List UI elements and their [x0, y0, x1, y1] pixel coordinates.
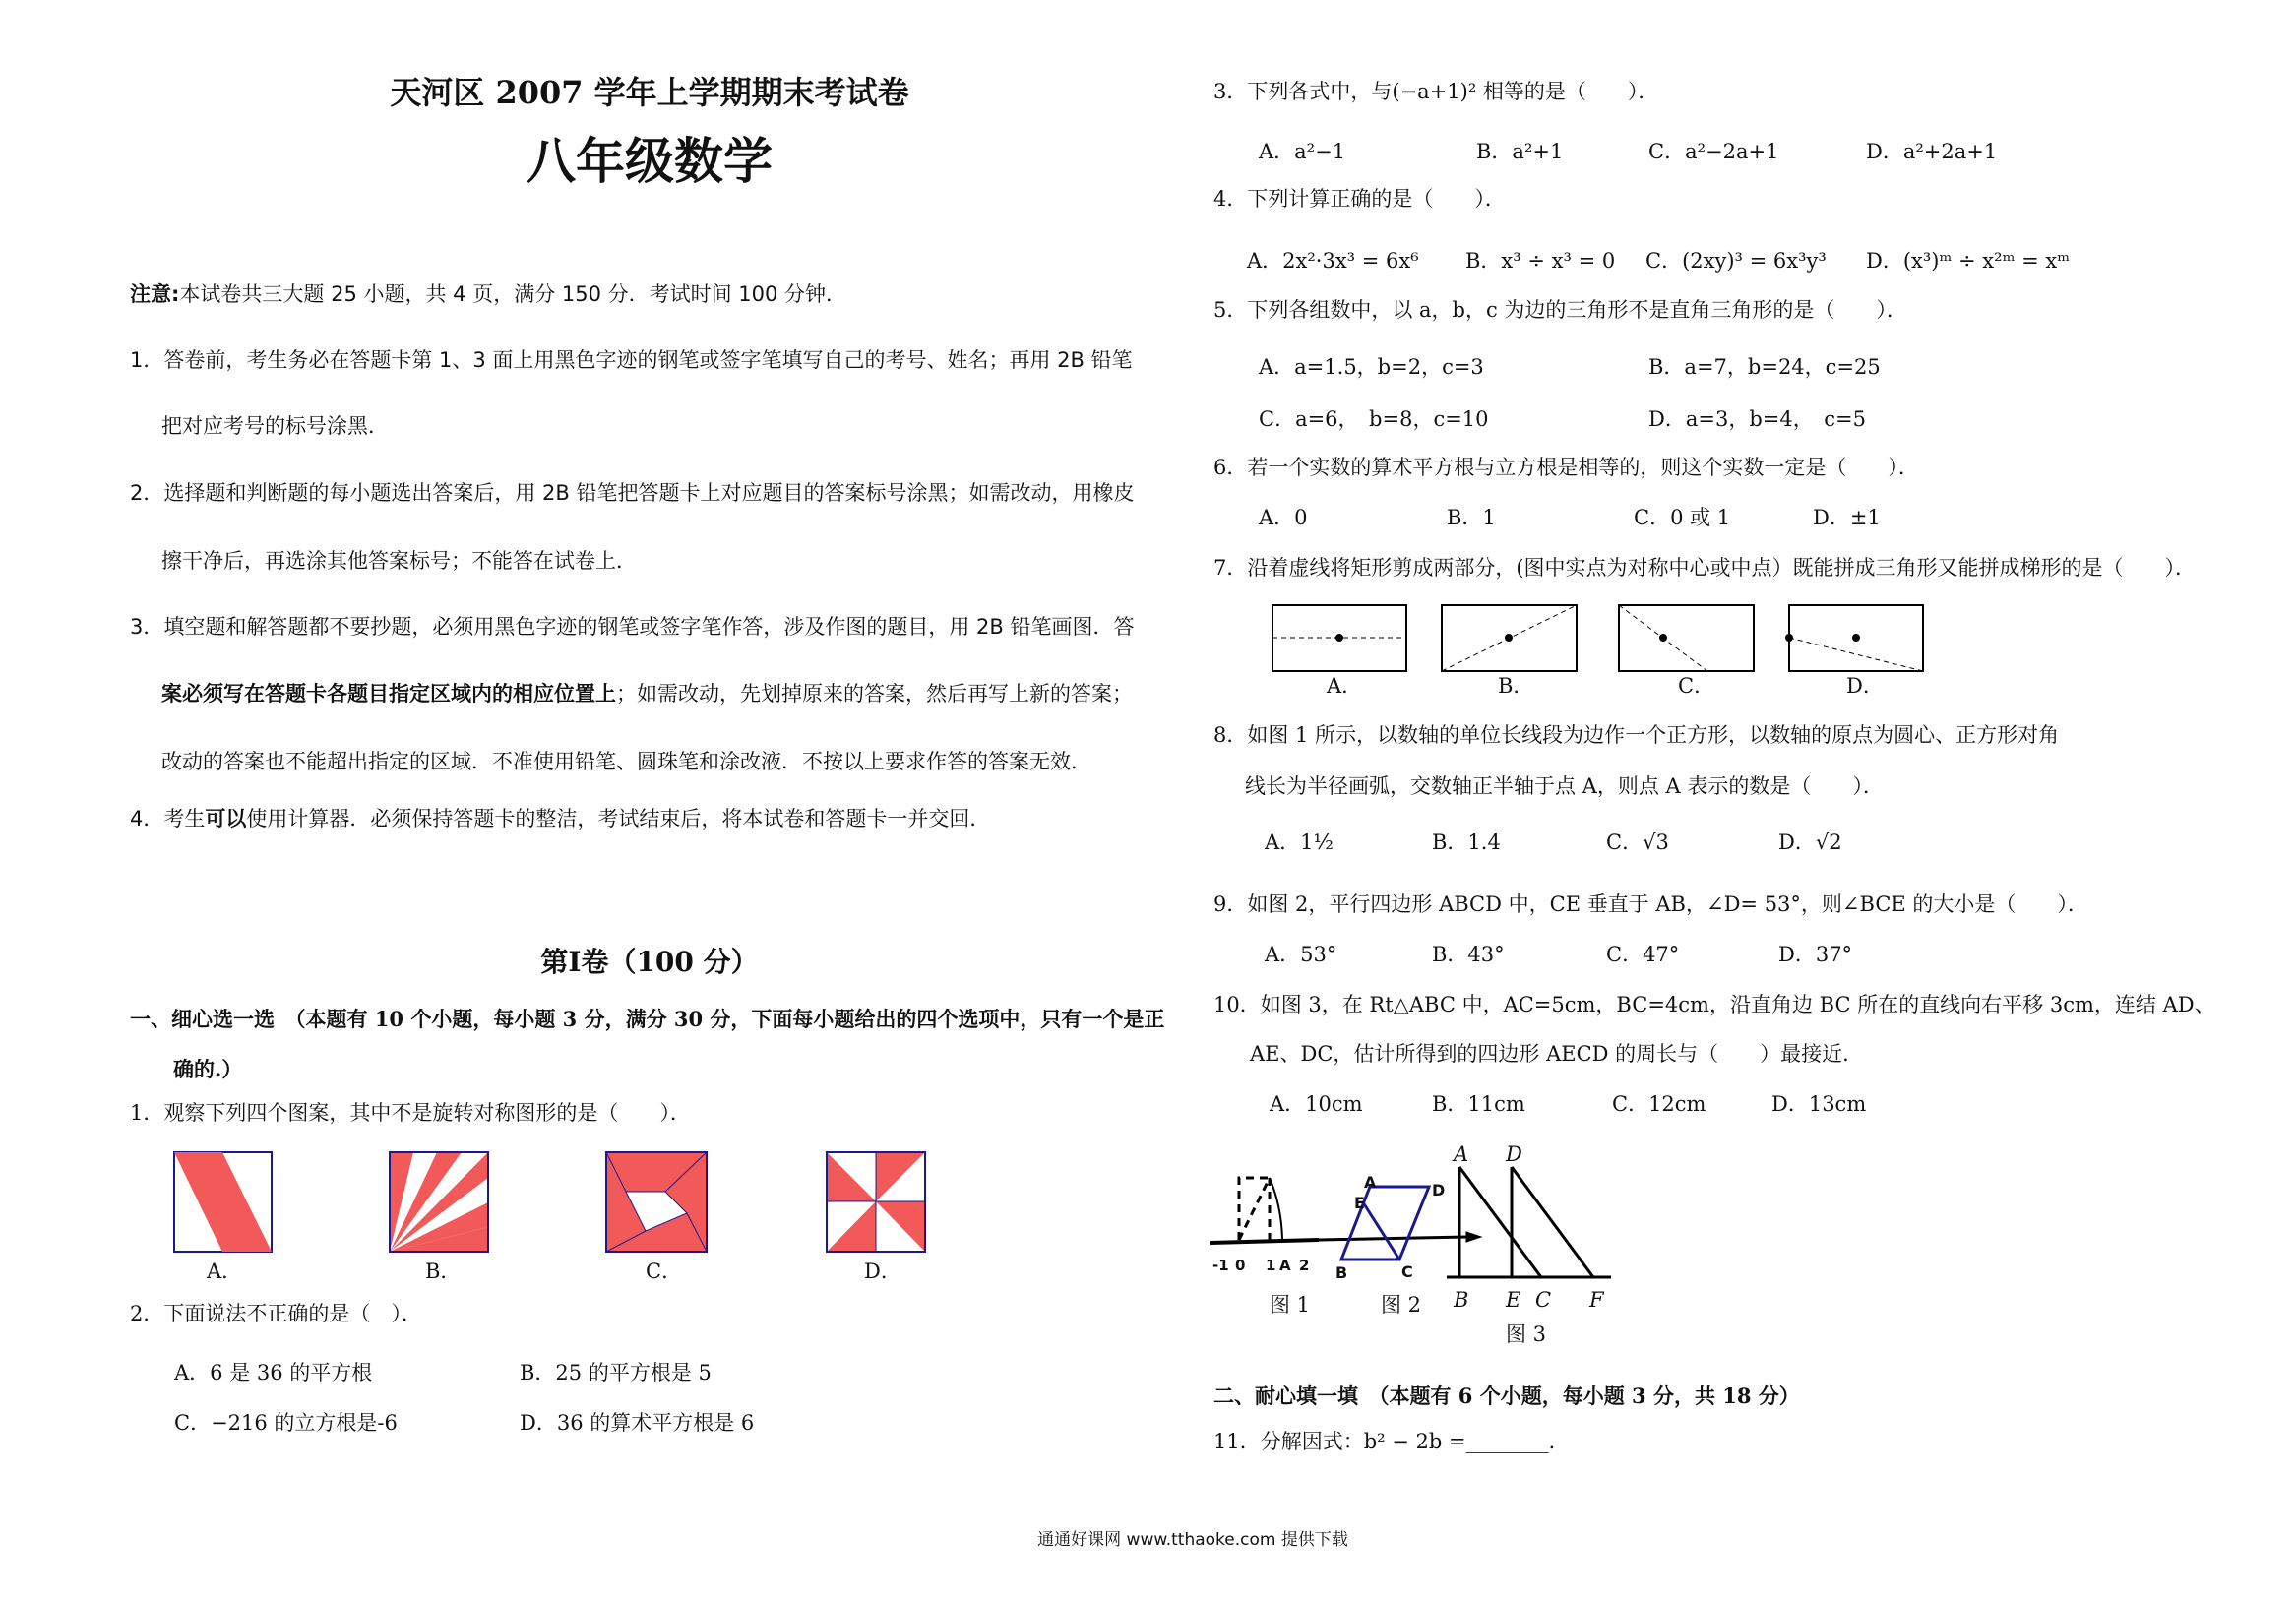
q11-text: 11．分解因式：b² − 2b =________．: [1213, 1430, 1570, 1453]
q6-text: 6．若一个实数的算术平方根与立方根是相等的，则这个实数一定是（ ）．: [1213, 456, 1919, 479]
q5-option-c: C．a=6， b=8，c=10: [1259, 407, 1489, 431]
q10-option-c: C．12cm: [1612, 1092, 1706, 1116]
fig2-label-d: D: [1432, 1181, 1446, 1199]
q7-option-c: C．: [1678, 674, 1715, 698]
q9-option-a: A．53°: [1265, 943, 1337, 966]
notice-item-4: 4．考生可以使用计算器．必须保持答题卡的整洁，考试结束后，将本试卷和答题卡一并交回．: [130, 807, 991, 830]
q8-option-c: C．√3: [1606, 830, 1669, 854]
part1-title: 第Ⅰ卷（100 分）: [540, 946, 759, 978]
fig3-label-f: F: [1589, 1288, 1604, 1312]
q3-option-b: B．a²+1: [1476, 140, 1564, 163]
section1-heading-cont: 确的.）: [173, 1057, 243, 1081]
q8-text-cont: 线长为半径画弧，交数轴正半轴于点 A，则点 A 表示的数是（ ）．: [1245, 774, 1884, 798]
exam-title: 天河区 2007 学年上学期期末考试卷: [390, 74, 909, 111]
fig3-label-a: A: [1454, 1142, 1469, 1166]
footer: 通通好课网 www.tthaoke.com 提供下载: [1037, 1530, 1348, 1550]
q10-option-d: D．13cm: [1771, 1092, 1867, 1116]
q1-figure-c: [606, 1152, 707, 1252]
q2-option-a: A．6 是 36 的平方根: [174, 1361, 373, 1384]
fig2-caption: 图 2: [1381, 1293, 1422, 1317]
q1-option-d: D．: [864, 1260, 901, 1283]
notice-item-3: 3．填空题和解答题都不要抄题，必须用黑色字迹的钢笔或签字笔作答，涉及作图的题目，用 2B 铅笔画图．答: [130, 615, 1135, 639]
fig1-caption: 图 1: [1270, 1293, 1311, 1317]
q4-text: 4．下列计算正确的是（ ）．: [1213, 187, 1506, 211]
geometry-figures: [0, 0, 1, 1]
q5-option-a: A．a=1.5，b=2，c=3: [1259, 355, 1484, 379]
q2-option-d: D．36 的算术平方根是 6: [520, 1411, 755, 1435]
q9-text: 9．如图 2，平行四边形 ABCD 中，CE 垂直于 AB，∠D= 53°，则∠BCE 的大小是（ ）．: [1213, 892, 2088, 916]
q5-text: 5．下列各组数中，以 a，b，c 为边的三角形不是直角三角形的是（ ）．: [1213, 298, 1907, 322]
q1-option-c: C．: [646, 1260, 683, 1283]
q6-option-d: D．±1: [1813, 506, 1881, 529]
q5-option-d: D．a=3，b=4， c=5: [1648, 407, 1866, 431]
q4-option-c: C．(2xy)³ = 6x³y³: [1645, 249, 1827, 273]
q10-option-b: B．11cm: [1432, 1092, 1525, 1116]
fig1-tick-a: A: [1279, 1257, 1291, 1274]
q7-rect-d: [1786, 605, 1924, 671]
q6-option-c: C．0 或 1: [1634, 506, 1731, 529]
q10-text-cont: AE、DC，估计所得到的四边形 AECD 的周长与（ ）最接近．: [1250, 1042, 1864, 1066]
fig1-tick-2: 2: [1299, 1257, 1310, 1274]
fig3-caption: 图 3: [1506, 1322, 1547, 1346]
notice: [130, 281, 846, 307]
q3-text: 3．下列各式中，与(−a+1)² 相等的是（ ）．: [1213, 80, 1659, 103]
q9-option-d: D．37°: [1778, 943, 1853, 966]
q1-figure-d: [827, 1152, 925, 1252]
fig1-tick-0: 0: [1235, 1257, 1246, 1274]
q1-option-a: A．: [207, 1260, 243, 1283]
fig2-label-e: E: [1354, 1194, 1365, 1212]
q2-option-b: B．25 的平方根是 5: [520, 1361, 712, 1384]
notice-item-2-cont: 擦干净后，再选涂其他答案标号；不能答在试卷上．: [161, 549, 637, 573]
q3-option-c: C．a²−2a+1: [1648, 140, 1779, 163]
notice-text: 本试卷共三大题 25 小题，共 4 页，满分 150 分．考试时间 100 分钟．: [179, 282, 847, 306]
q7-rect-b: [1442, 605, 1577, 671]
q6-option-a: A．0: [1259, 506, 1308, 529]
q9-option-b: B．43°: [1432, 943, 1505, 966]
q8-option-a: A．1½: [1265, 830, 1334, 854]
fig2-label-c: C: [1401, 1262, 1413, 1281]
q2-text: 2．下面说法不正确的是（ ）．: [130, 1302, 422, 1325]
q11-answer-blank: ________: [1465, 1430, 1549, 1453]
fig3-label-b: B: [1454, 1288, 1469, 1312]
section2-heading: 二、耐心填一填 （本题有 6 个小题，每小题 3 分，共 18 分）: [1213, 1383, 1800, 1408]
fig1-tick-1: 1: [1266, 1257, 1276, 1274]
fig2-label-b: B: [1335, 1263, 1348, 1282]
notice-item-3-cont2: 改动的答案也不能超出指定的区域．不准使用铅笔、圆珠笔和涂改液．不按以上要求作答的答案无效．: [161, 750, 1091, 773]
section1-heading: 一、细心选一选 （本题有 10 个小题，每小题 3 分，满分 30 分，下面每小题给出的四个选项中，只有一个是正: [130, 1007, 1165, 1031]
q10-option-a: A．10cm: [1270, 1092, 1363, 1116]
q10-text: 10．如图 3，在 Rt△ABC 中，AC=5cm，BC=4cm，沿直角边 BC 所在的直线向右平移 3cm，连结 AD、: [1213, 993, 2215, 1016]
q4-option-b: B．x³ ÷ x³ = 0: [1465, 249, 1616, 273]
fig2-label-a: A: [1364, 1173, 1377, 1192]
q7-option-b: B．: [1498, 674, 1534, 698]
q3-option-a: A．a²−1: [1259, 140, 1346, 163]
q7-rect-c: [1619, 605, 1754, 671]
q8-option-d: D．√2: [1778, 830, 1842, 854]
fig1-tick-neg1: -1: [1212, 1257, 1229, 1274]
q8-option-b: B．1.4: [1432, 830, 1501, 854]
notice-item-1: 1．答卷前，考生务必在答题卡第 1、3 面上用黑色字迹的钢笔或签字笔填写自己的考号、姓名；再用 2B 铅笔: [130, 348, 1133, 372]
q4-option-a: A．2x²·3x³ = 6x⁶: [1247, 249, 1419, 273]
q1-figure-a: [174, 1152, 272, 1252]
q1-text: 1．观察下列四个图案，其中不是旋转对称图形的是（ ）．: [130, 1101, 691, 1125]
q2-option-c: C．−216 的立方根是-6: [174, 1411, 398, 1435]
q3-option-d: D．a²+2a+1: [1866, 140, 1998, 163]
q7-rect-a: [1272, 605, 1406, 671]
q6-option-b: B．1: [1447, 506, 1496, 529]
notice-item-3-cont: 案必须写在答题卡各题目指定区域内的相应位置上；如需改动，先划掉原来的答案，然后再写上新的答案；: [161, 682, 1133, 706]
q1-figure-b: [390, 1152, 488, 1252]
q1-option-b: B．: [425, 1260, 462, 1283]
q7-option-d: D．: [1846, 674, 1884, 698]
q8-text: 8．如图 1 所示，以数轴的单位长线段为边作一个正方形，以数轴的原点为圆心、正方形对角: [1213, 723, 2060, 747]
subject-title: 八年级数学: [527, 133, 773, 190]
fig3-label-d: D: [1506, 1142, 1522, 1166]
q5-option-b: B．a=7，b=24，c=25: [1648, 355, 1881, 379]
q7-option-a: A．: [1327, 674, 1363, 698]
q7-text: 7．沿着虚线将矩形剪成两部分，(图中实点为对称中心或中点）既能拼成三角形又能拼成梯形的是（ ）．: [1213, 556, 2197, 580]
notice-label: 注意:: [130, 282, 180, 306]
q4-option-d: D．(x³)ᵐ ÷ x²ᵐ = xᵐ: [1866, 249, 2071, 273]
fig3-label-c: C: [1535, 1288, 1552, 1312]
fig3-label-e: E: [1506, 1288, 1521, 1312]
notice-item-2: 2．选择题和判断题的每小题选出答案后，用 2B 铅笔把答题卡上对应题目的答案标号涂黑；如需改动，用橡皮: [130, 481, 1135, 505]
notice-item-1-cont: 把对应考号的标号涂黑．: [161, 414, 389, 438]
figure-3-triangles: [1447, 1167, 1611, 1277]
q9-option-c: C．47°: [1606, 943, 1680, 966]
